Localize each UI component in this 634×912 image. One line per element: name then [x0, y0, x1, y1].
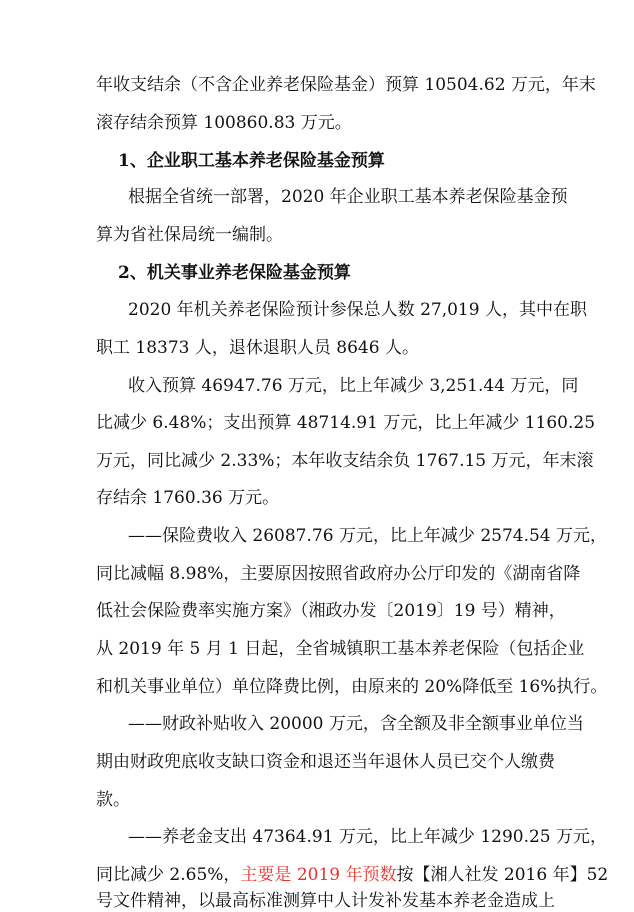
text-segment: 按【湘人社发 2016 年】52: [396, 865, 609, 885]
paragraph-line: 比减少 6.48%；支出预算 48714.91 万元，比上年减少 1160.25: [96, 413, 596, 433]
paragraph-line: 期由财政兜底收支缺口资金和退还当年退休人员已交个人缴费: [96, 752, 555, 772]
paragraph-line: 和机关事业单位）单位降费比例，由原来的 20%降低至 16%执行。: [96, 677, 608, 697]
highlighted-text: 主要是 2019 年预数: [240, 865, 397, 885]
section-heading-1: 1、企业职工基本养老保险基金预算: [118, 151, 385, 171]
paragraph-line: 低社会保险费率实施方案》（湘政办发〔2019〕19 号）精神，: [96, 601, 566, 621]
paragraph-line: 2020 年机关养老保险预计参保总人数 27,019 人，其中在职: [128, 300, 587, 320]
paragraph-line: 根据全省统一部署，2020 年企业职工基本养老保险基金预: [128, 187, 568, 207]
paragraph-line: 同比减幅 8.98%，主要原因按照省政府办公厅印发的《湖南省降: [96, 564, 581, 584]
paragraph-line-mixed: [96, 864, 608, 886]
paragraph-line: 款。: [96, 790, 130, 810]
paragraph-line: ——保险费收入 26087.76 万元，比上年减少 2574.54 万元，: [128, 526, 608, 546]
paragraph-line: 年收支结余（不含企业养老保险基金）预算 10504.62 万元，年末: [96, 75, 596, 95]
section-heading-2: 2、机关事业养老保险基金预算: [118, 263, 351, 283]
paragraph-line: 号文件精神，以最高标准测算中人计发补发基本养老金造成上: [96, 891, 555, 911]
paragraph-line: 存结余 1760.36 万元。: [96, 488, 280, 508]
text-segment: 同比减少 2.65%，: [96, 865, 241, 885]
paragraph-line: ——养老金支出 47364.91 万元，比上年减少 1290.25 万元，: [128, 827, 608, 847]
paragraph-line: 从 2019 年 5 月 1 日起，全省城镇职工基本养老保险（包括企业: [96, 639, 585, 659]
paragraph-line: 万元，同比减少 2.33%；本年收支结余负 1767.15 万元，年末滚: [96, 451, 594, 471]
paragraph-line: 职工 18373 人，退休退职人员 8646 人。: [96, 338, 419, 358]
paragraph-line: 滚存结余预算 100860.83 万元。: [96, 113, 352, 133]
paragraph-line: 收入预算 46947.76 万元，比上年减少 3,251.44 万元，同: [128, 376, 579, 396]
paragraph-line: ——财政补贴收入 20000 万元，含全额及非全额事业单位当: [128, 714, 584, 734]
paragraph-line: 算为省社保局统一编制。: [96, 225, 283, 245]
